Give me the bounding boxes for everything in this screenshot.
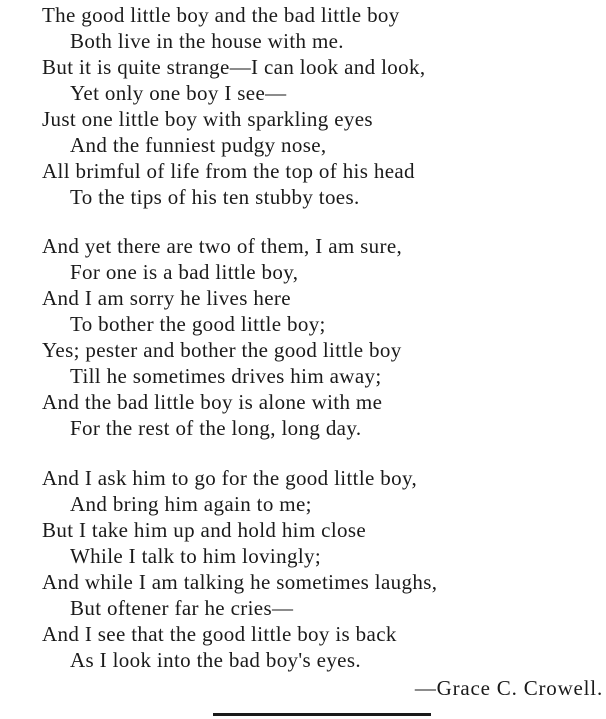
poem-line: And bring him again to me; xyxy=(70,492,312,516)
poem-line: And I am sorry he lives here xyxy=(42,286,291,310)
poem-line: Till he sometimes drives him away; xyxy=(70,364,382,388)
poem-line: And the bad little boy is alone with me xyxy=(42,390,383,414)
poem-line: But it is quite strange—I can look and look, xyxy=(42,55,426,79)
stanza-1 xyxy=(0,2,606,210)
divider-rule xyxy=(213,713,431,716)
poem-line: But oftener far he cries— xyxy=(70,596,294,620)
poem-line: And while I am talking he sometimes laughs, xyxy=(42,570,438,594)
poem-line: Both live in the house with me. xyxy=(70,29,344,53)
poem-line: And the funniest pudgy nose, xyxy=(70,133,327,157)
poem-line: And I see that the good little boy is back xyxy=(42,622,397,646)
poem-line: To bother the good little boy; xyxy=(70,312,326,336)
poem-line: The good little boy and the bad little boy xyxy=(42,3,400,27)
poem-line: And yet there are two of them, I am sure, xyxy=(42,234,403,258)
poem-line: For the rest of the long, long day. xyxy=(70,416,362,440)
poem-line: While I talk to him lovingly; xyxy=(70,544,322,568)
poem-line: But I take him up and hold him close xyxy=(42,518,367,542)
poem-line: As I look into the bad boy's eyes. xyxy=(70,648,361,672)
poem-line: All brimful of life from the top of his head xyxy=(42,159,415,183)
stanza-2 xyxy=(0,233,606,441)
poem-line: Yes; pester and bother the good little boy xyxy=(42,338,402,362)
poem-line: Yet only one boy I see— xyxy=(70,81,287,105)
author-attribution: —Grace C. Crowell. xyxy=(414,676,603,700)
poem-line: Just one little boy with sparkling eyes xyxy=(42,107,373,131)
poem-line: To the tips of his ten stubby toes. xyxy=(70,185,360,209)
stanza-3 xyxy=(0,465,606,673)
poem-line: And I ask him to go for the good little boy, xyxy=(42,466,418,490)
poem-line: For one is a bad little boy, xyxy=(70,260,299,284)
